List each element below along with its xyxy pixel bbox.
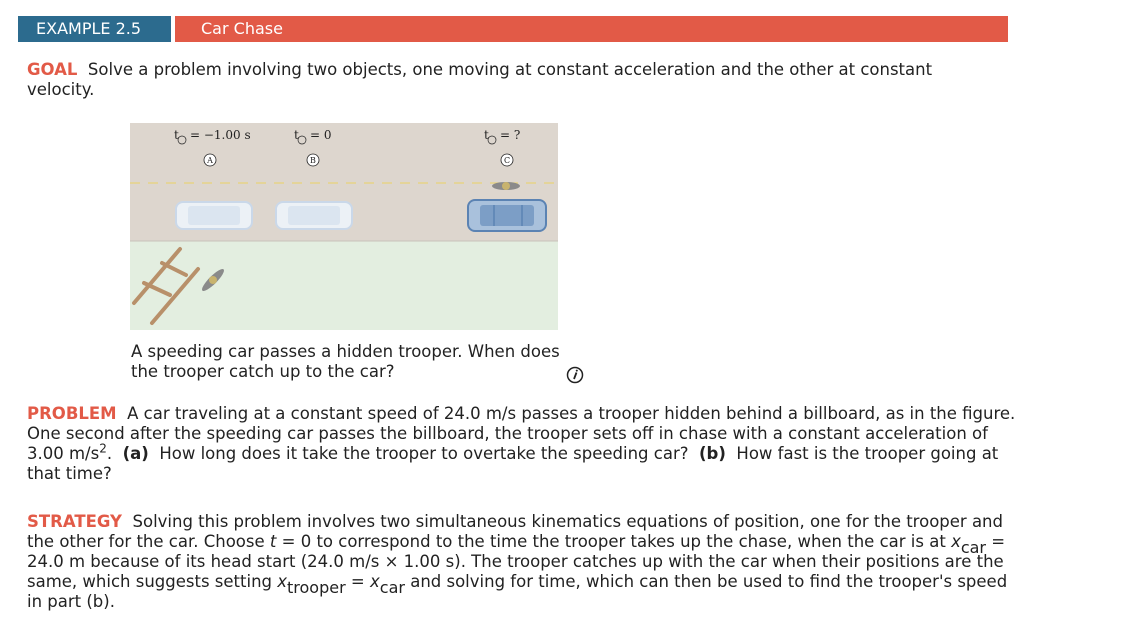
time-variable: t [269, 532, 277, 551]
problem-paragraph: PROBLEM A car traveling at a constant speed of 24.0 m/s passes a trooper hidden behind a billboard, as in the figure. One second after the speeding car passes the billboard, the trooper sets off in chase with a constant acceleration of 3.00 $m/s^2$. (a) How long does it take the trooper to overtake the speeding car? (b) How fast is the trooper going at that time? [27, 404, 1016, 483]
goal-label: GOAL [27, 60, 78, 79]
part-b-label: (b) [699, 444, 726, 463]
car-b-faded [276, 202, 352, 229]
time-a-label: = −1.00 s [190, 128, 251, 142]
strategy-paragraph: STRATEGY Solving this problem involves two simultaneous kinematics equations of position, one for the trooper and the other for the car. Choose t = 0 to correspond to the time the trooper takes up the chase, when the car is at $x_{car} = 24.0$ m because of its head start (24.0 m/s × 1.00 s). The trooper catches up with the car when their positions are the same, which suggests setting $x_{trooper} = x_{car}$ and solving for time, which can then be used to find the trooper's speed in part (b). [27, 512, 1008, 611]
time-b-symbol: t [294, 128, 299, 142]
example-title: Car Chase [175, 16, 1008, 42]
car-c [468, 200, 546, 231]
time-c-symbol: t [484, 128, 489, 142]
car-chase-figure [130, 123, 558, 330]
example-number: EXAMPLE 2.5 [18, 16, 171, 42]
acceleration-exponent: 2 [99, 441, 107, 456]
car-a-faded [176, 202, 252, 229]
time-a-symbol: t [174, 128, 179, 142]
info-icon[interactable] [566, 366, 584, 384]
time-c-label: = ? [500, 128, 521, 142]
grass [130, 241, 558, 330]
problem-text: A car traveling at a constant speed of 24.0 m/s passes a trooper hidden behind a billboard, as in the figure. One second after the speeding car passes the billboard, the trooper sets off in chase with a constant acceleration of 3.00 m/s [27, 404, 1016, 463]
marker-a-letter: A [207, 156, 213, 165]
time-b-label: = 0 [310, 128, 332, 142]
example-header [18, 16, 1008, 42]
marker-c-letter: C [503, 156, 511, 165]
strategy-label: STRATEGY [27, 512, 122, 531]
part-a-question: How long does it take the trooper to overtake the speeding car? [159, 444, 689, 463]
x-variable: x [951, 532, 961, 551]
problem-label: PROBLEM [27, 404, 117, 423]
goal-text: Solve a problem involving two objects, one moving at constant acceleration and the other at constant velocity. [27, 60, 933, 99]
marker-b-letter: B [310, 156, 316, 165]
part-a-label: (a) [122, 444, 149, 463]
goal-paragraph [27, 60, 967, 100]
figure-caption: A speeding car passes a hidden trooper. When does the trooper catch up to the car? [131, 342, 560, 381]
trooper-motorcycle-c [492, 182, 520, 190]
part-b-question: How fast is the trooper going at that time? [27, 444, 999, 483]
